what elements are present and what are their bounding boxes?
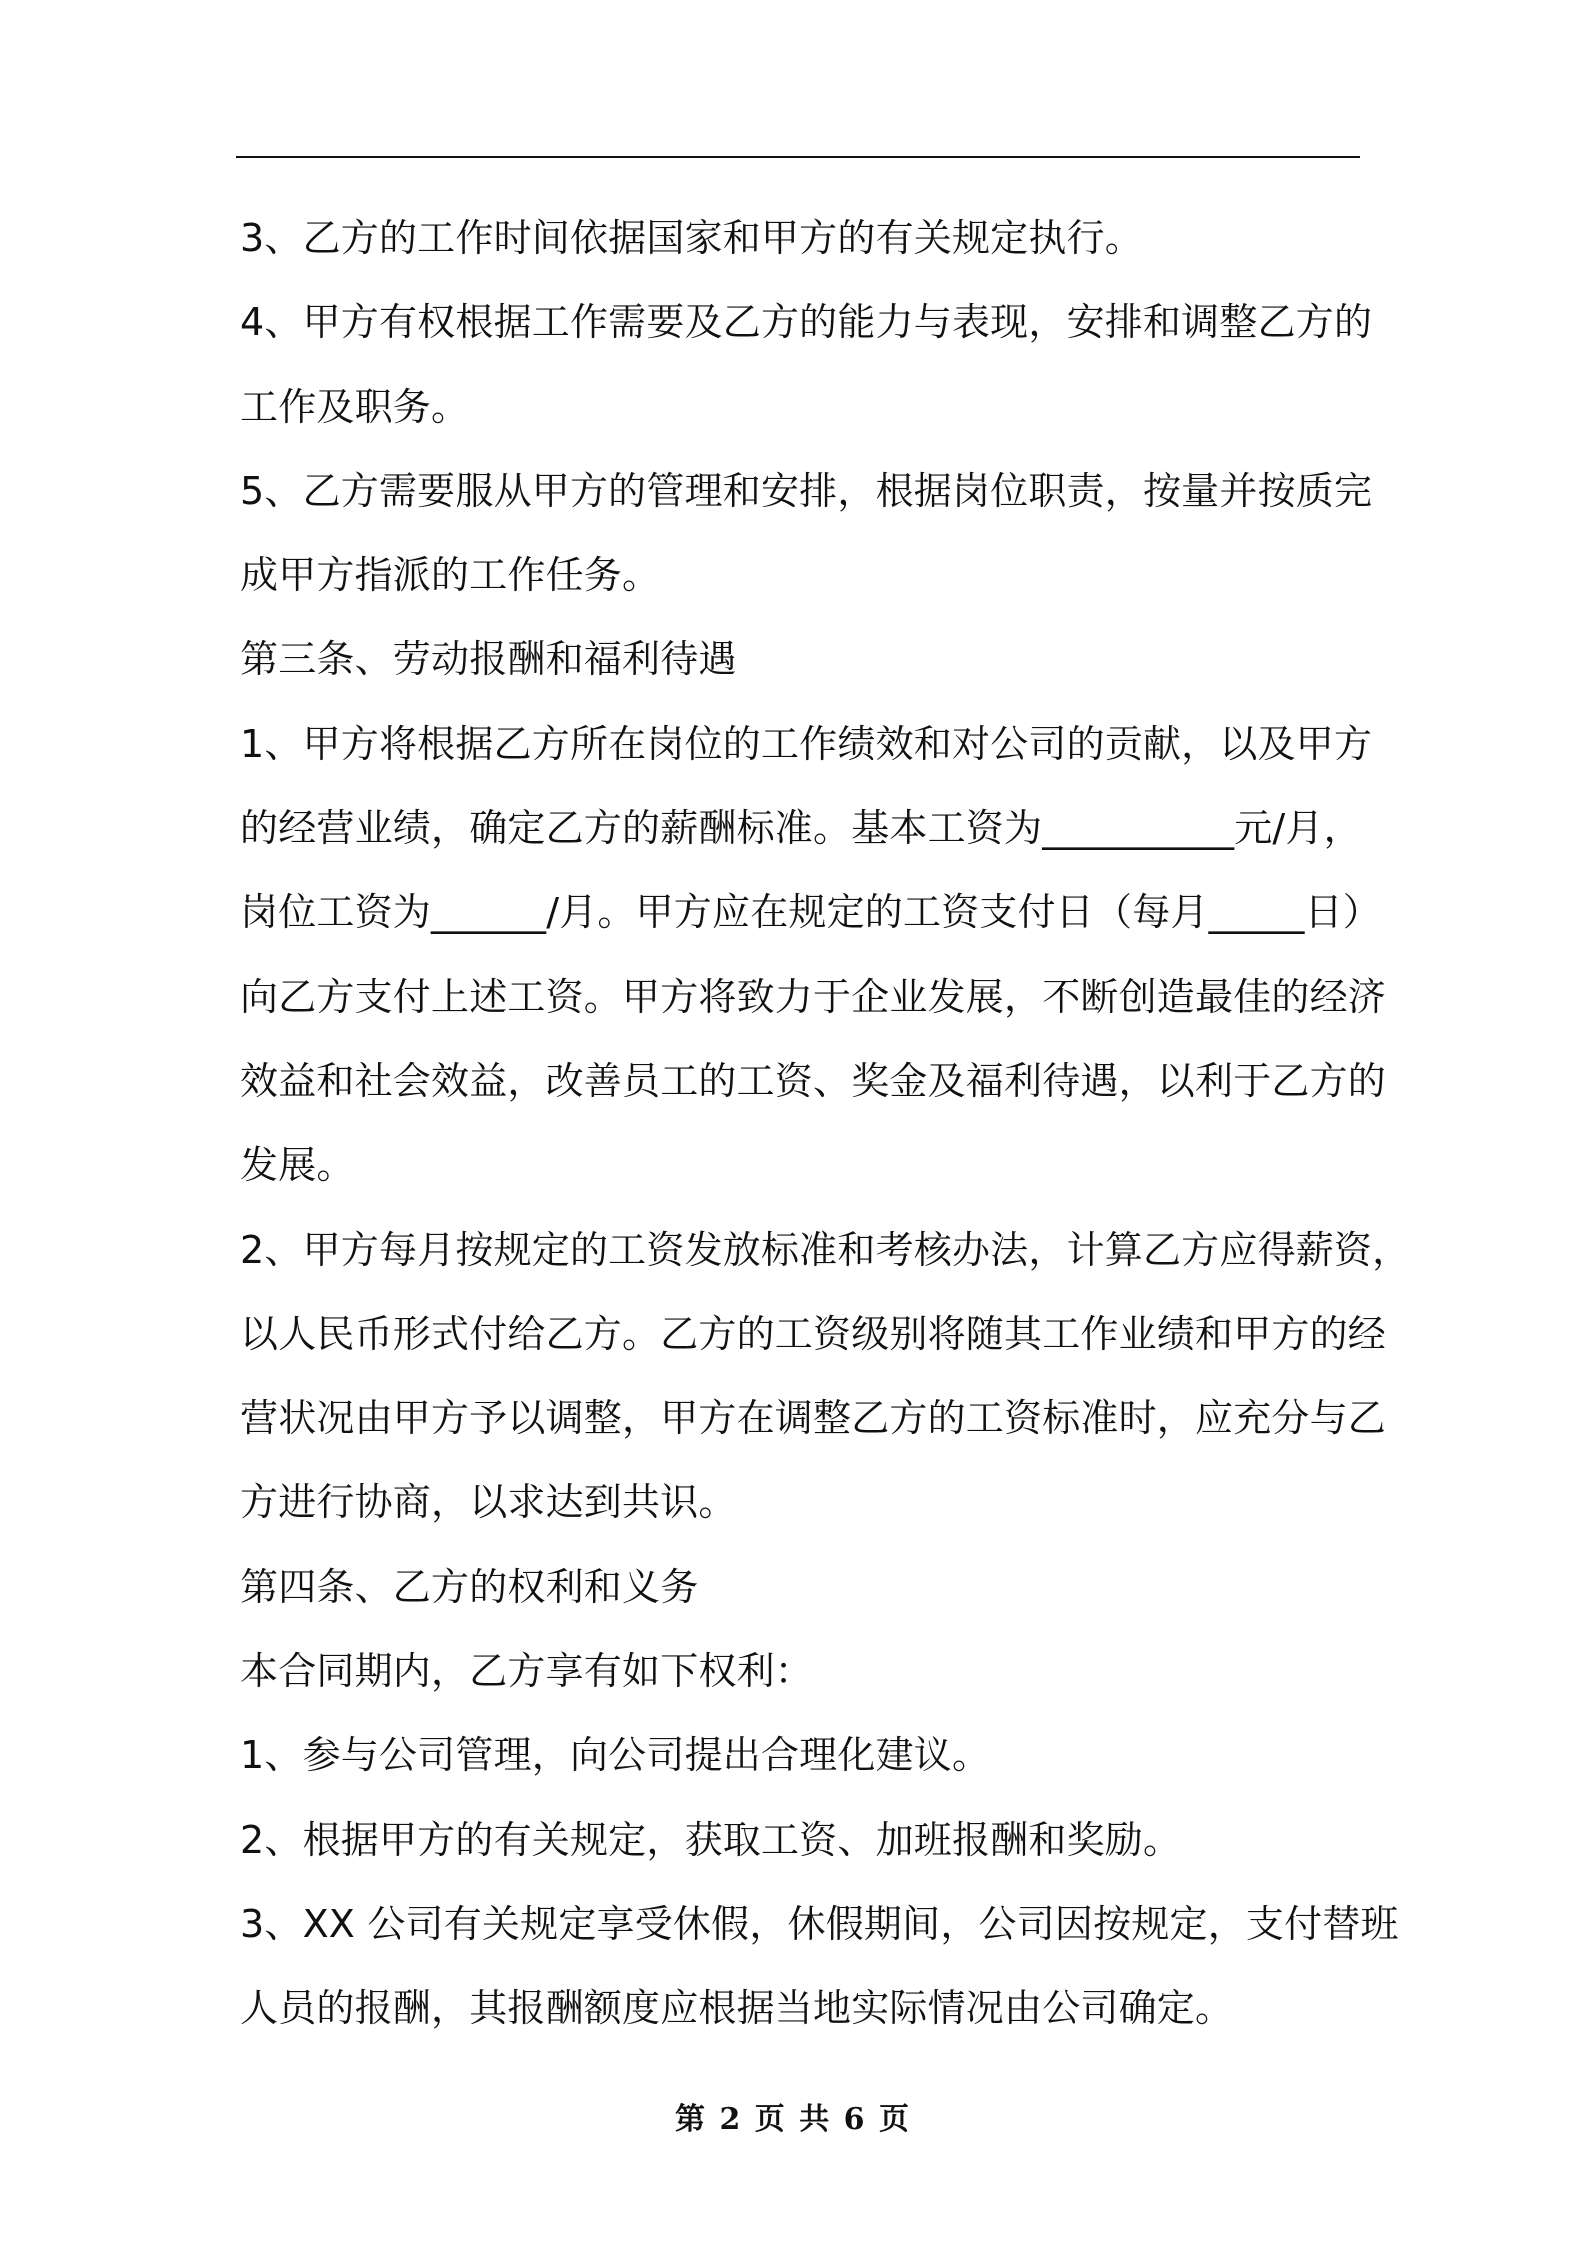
text-line: 工作及职务。 <box>240 384 470 429</box>
text-line: 3、乙方的工作时间依据国家和甲方的有关规定执行。 <box>240 216 1143 260</box>
text-line: 效益和社会效益，改善员工的工资、奖金及福利待遇，以利于乙方的 <box>240 1058 1387 1103</box>
text-line: 营状况由甲方予以调整，甲方在调整乙方的工资标准时，应充分与乙 <box>240 1396 1387 1441</box>
text-line: 5、乙方需要服从甲方的管理和安排，根据岗位职责，按量并按质完 <box>240 468 1373 513</box>
header-divider <box>236 156 1360 158</box>
text-line: 向乙方支付上述工资。甲方将致力于企业发展，不断创造最佳的经济 <box>240 974 1387 1019</box>
section-heading: 第三条、劳动报酬和福利待遇 <box>240 637 737 682</box>
text-line: 2、甲方每月按规定的工资发放标准和考核办法，计算乙方应得薪资， <box>240 1227 1411 1272</box>
text-line: 以人民币形式付给乙方。乙方的工资级别将随其工作业绩和甲方的经 <box>240 1311 1387 1356</box>
text-line: 成甲方指派的工作任务。 <box>240 553 661 598</box>
text-line: 方进行协商，以求达到共识。 <box>240 1480 737 1525</box>
page-number: 第 2 页 共 6 页 <box>675 2102 911 2137</box>
document-body <box>240 196 1411 2051</box>
text-line: 2、根据甲方的有关规定，获取工资、加班报酬和奖励。 <box>240 1817 1182 1862</box>
text-line: 3、XX 公司有关规定享受休假，休假期间，公司因按规定，支付替班 <box>240 1901 1399 1946</box>
text-line: 人员的报酬，其报酬额度应根据当地实际情况由公司确定。 <box>240 1986 1234 2031</box>
text-line: 4、甲方有权根据工作需要及乙方的能力与表现，安排和调整乙方的 <box>240 300 1373 345</box>
text-line: 1、参与公司管理，向公司提出合理化建议。 <box>240 1733 991 1778</box>
text-line: 的经营业绩，确定乙方的薪酬标准。基本工资为__________元/月， <box>240 806 1362 851</box>
text-line: 1、甲方将根据乙方所在岗位的工作绩效和对公司的贡献，以及甲方 <box>240 721 1373 766</box>
section-heading: 第四条、乙方的权利和义务 <box>240 1564 699 1609</box>
text-line: 岗位工资为______/月。甲方应在规定的工资支付日（每月_____日） <box>240 890 1382 935</box>
text-line: 本合同期内，乙方享有如下权利： <box>240 1649 814 1694</box>
text-line: 发展。 <box>240 1143 355 1188</box>
